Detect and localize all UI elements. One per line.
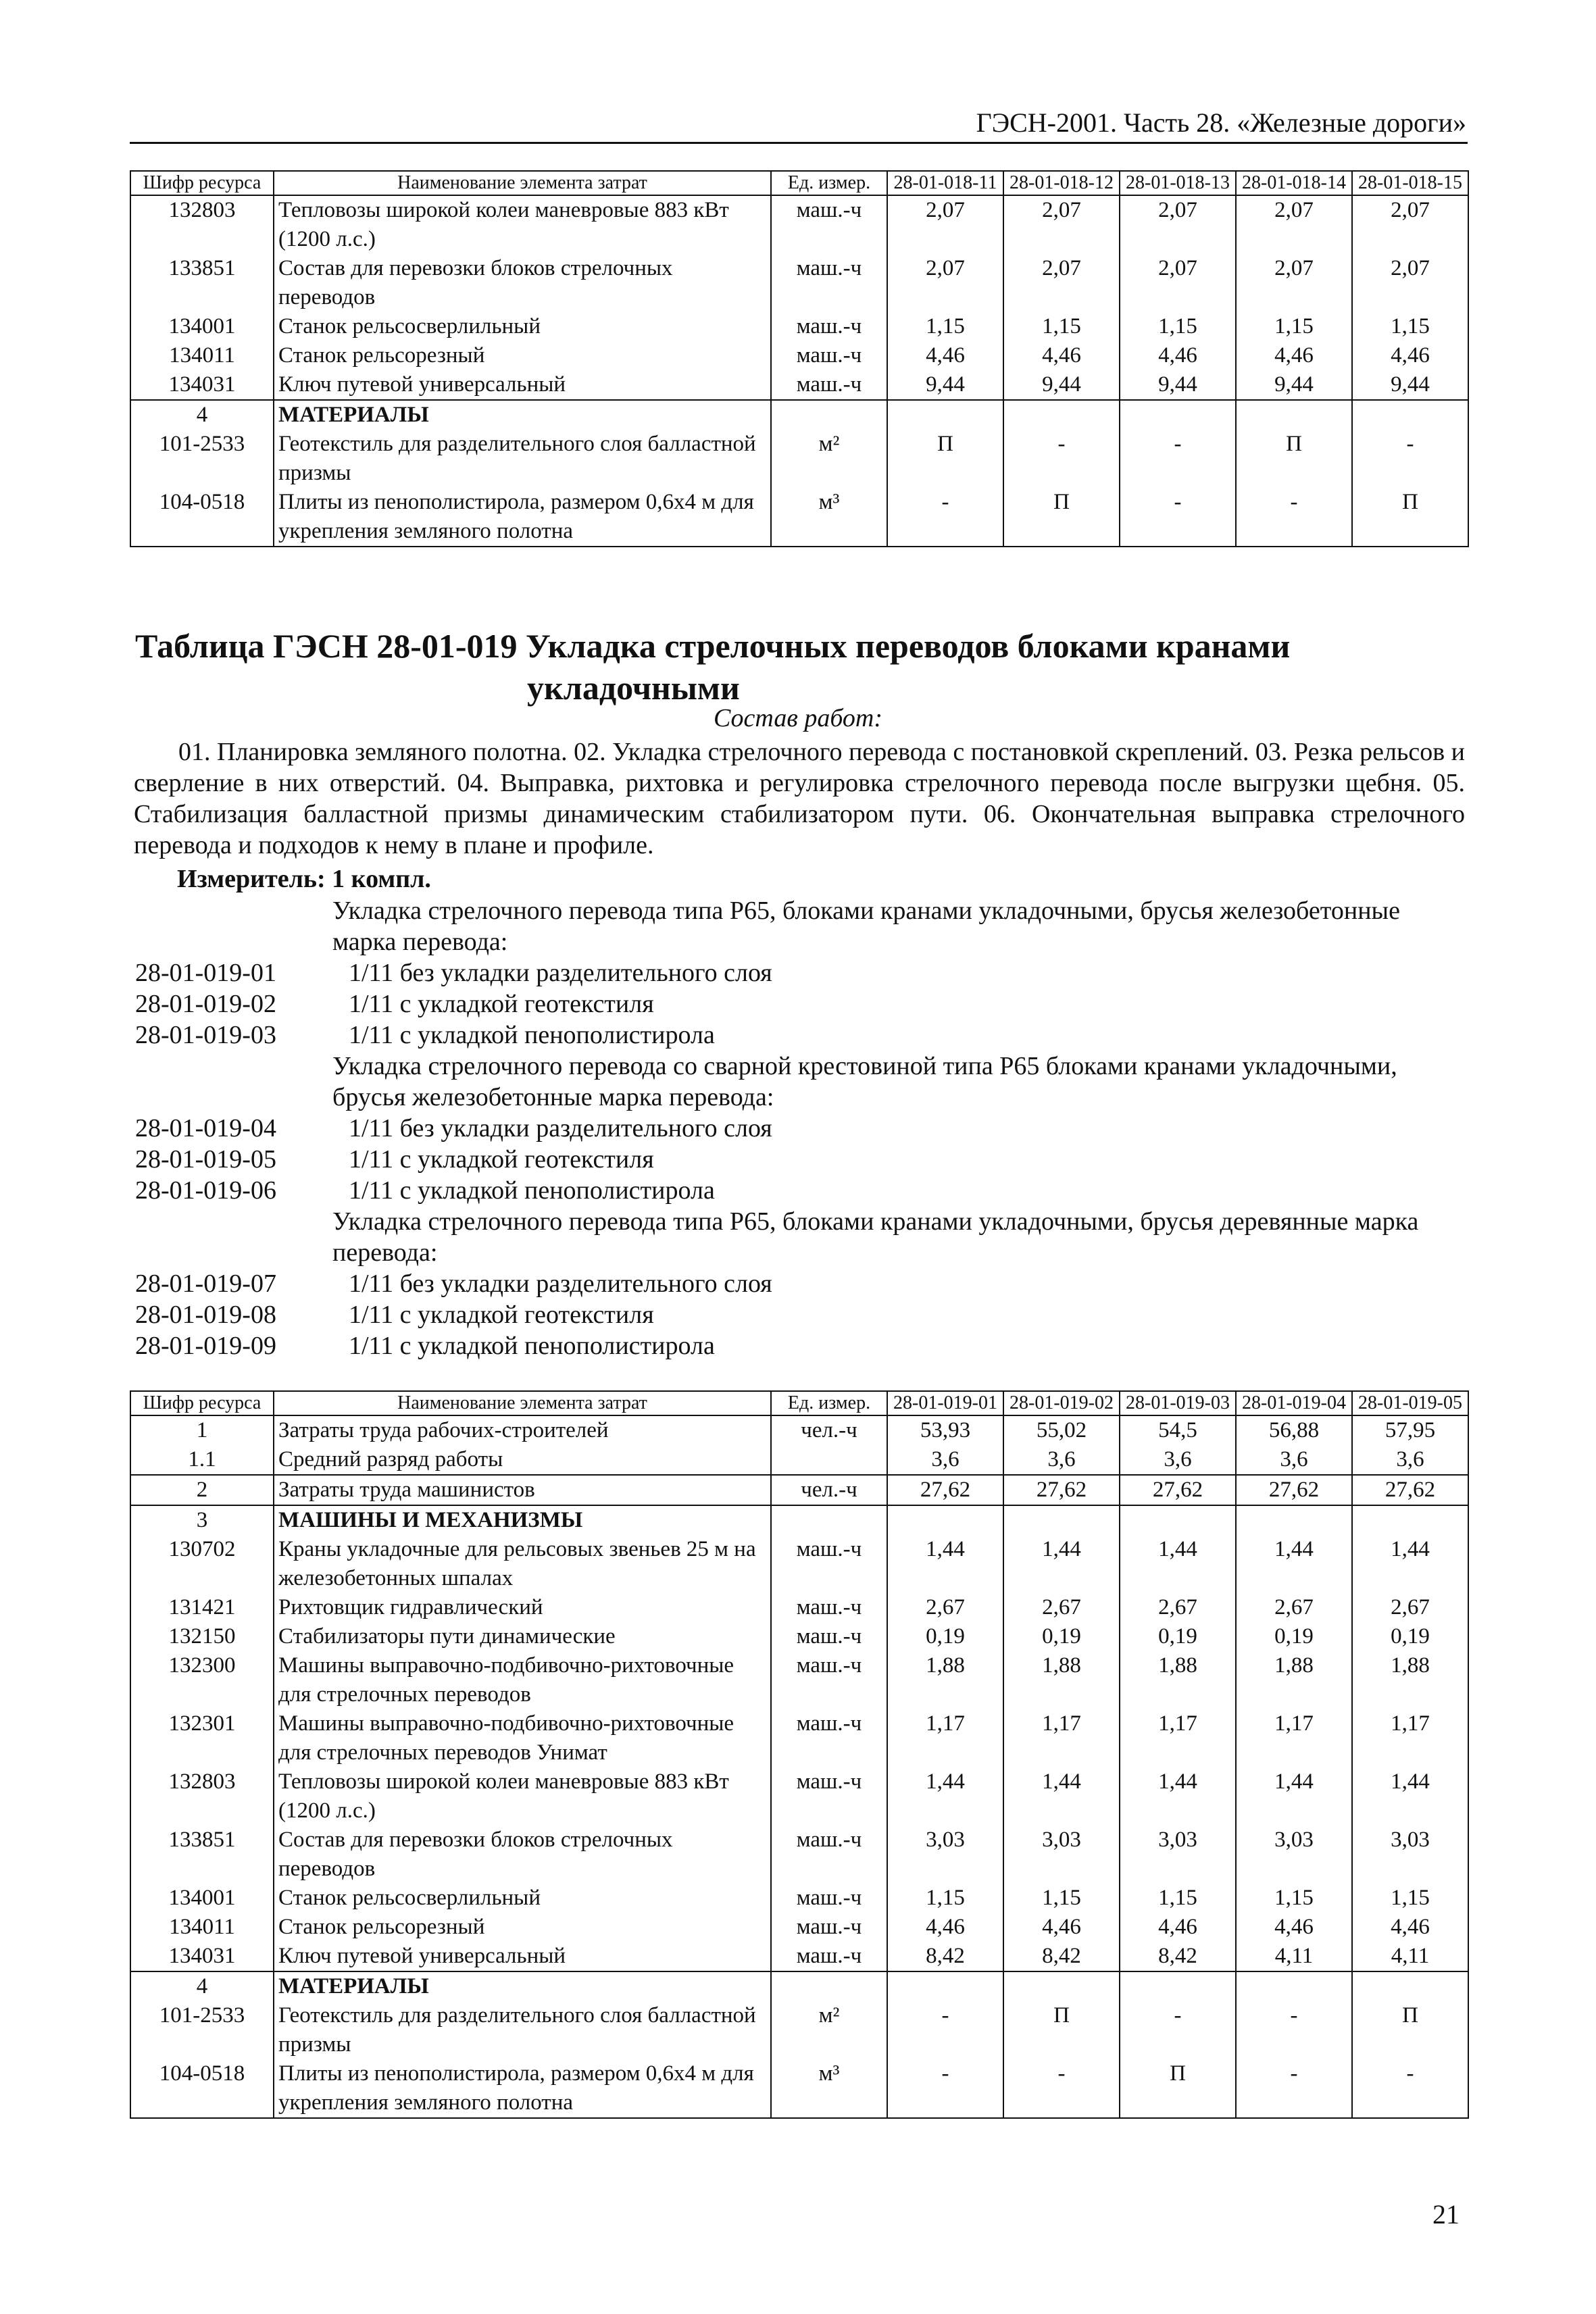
value-cell: - [887, 2001, 1003, 2059]
value-cell: 2,07 [887, 195, 1003, 254]
value-cell: 57,95 [1352, 1415, 1468, 1445]
resource-name: Геотекстиль для разделительного слоя балластной призмы [274, 2001, 771, 2059]
resource-code: 131421 [130, 1593, 274, 1622]
value-cell: 27,62 [887, 1475, 1003, 1505]
value-cell: 55,02 [1003, 1415, 1120, 1445]
table-row [130, 1942, 1468, 1971]
resource-code: 130702 [130, 1535, 274, 1593]
value-cell: 4,46 [1120, 1913, 1236, 1942]
unit-cell [771, 1505, 887, 1535]
variant-text: 1/11 без укладки разделительного слоя [349, 1269, 772, 1298]
variant-group-heading: Укладка стрелочного перевода типа Р65, блоками кранами укладочными, брусья железобетонные марка перевода: [332, 897, 1400, 956]
column-header-norm-code: 28-01-019-01 [887, 1391, 1003, 1415]
value-cell [1236, 1971, 1352, 2001]
unit-cell: маш.-ч [771, 1651, 887, 1709]
value-cell: 2,07 [1352, 254, 1468, 312]
variant-text: 1/11 с укладкой пенополистирола [349, 1332, 715, 1360]
resource-code: 134031 [130, 370, 274, 400]
resource-code: 134011 [130, 1913, 274, 1942]
value-cell: - [1003, 430, 1120, 488]
value-cell: 27,62 [1003, 1475, 1120, 1505]
unit-cell: маш.-ч [771, 1709, 887, 1767]
variant-code: 28-01-019-04 [135, 1114, 276, 1142]
table-row [130, 1475, 1468, 1505]
table-row [130, 430, 1468, 488]
table-body [130, 195, 1468, 547]
value-cell: 54,5 [1120, 1415, 1236, 1445]
unit-cell [771, 400, 887, 430]
column-header-unit: Ед. измер. [771, 1391, 887, 1415]
value-cell: 1,88 [1003, 1651, 1120, 1709]
value-cell: 0,19 [887, 1622, 1003, 1651]
column-header-norm-code: 28-01-019-05 [1352, 1391, 1468, 1415]
resource-name: Средний разряд работы [274, 1445, 771, 1475]
resource-name: Геотекстиль для разделительного слоя балластной призмы [274, 430, 771, 488]
table-row [130, 1415, 1468, 1445]
variant-code: 28-01-019-07 [135, 1269, 276, 1298]
value-cell: 1,15 [1003, 312, 1120, 341]
resource-name: Плиты из пенополистирола, размером 0,6х4 м для укрепления земляного полотна [274, 2059, 771, 2118]
value-cell: 1,44 [1120, 1535, 1236, 1593]
table-row [130, 1535, 1468, 1593]
value-cell: - [887, 2059, 1003, 2118]
value-cell: - [1120, 430, 1236, 488]
value-cell: 2,07 [1120, 195, 1236, 254]
value-cell: 1,44 [1352, 1767, 1468, 1826]
value-cell: 1,17 [1003, 1709, 1120, 1767]
table-row [130, 1826, 1468, 1884]
value-cell: 1,88 [1236, 1651, 1352, 1709]
table-row [130, 341, 1468, 370]
value-cell: 0,19 [1003, 1622, 1120, 1651]
resource-code: 3 [130, 1505, 274, 1535]
variant-item [135, 957, 1466, 988]
column-header-norm-code: 28-01-019-04 [1236, 1391, 1352, 1415]
variant-item [135, 1299, 1466, 1330]
column-header-code: Шифр ресурса [130, 171, 274, 195]
resource-name: Ключ путевой универсальный [274, 1942, 771, 1971]
value-cell: 1,44 [1352, 1535, 1468, 1593]
value-cell: 27,62 [1236, 1475, 1352, 1505]
work-composition-text: 01. Планировка земляного полотна. 02. Укладка стрелочного перевода с постановкой скреплений. 03. Резка рельсов и сверление в них отверстий. 04. Выправка, рихтовка и регулировка стрелочного перевода после выгрузки щебня. 05. Стабилизация балластной призмы динамическим стабилизатором пути. 06. Окончательная выправка стрелочного перевода и подходов к нему в плане и профиле. [134, 738, 1465, 859]
value-cell: 3,03 [1236, 1826, 1352, 1884]
value-cell: 1,17 [887, 1709, 1003, 1767]
unit-cell: м³ [771, 488, 887, 547]
value-cell: 2,67 [1003, 1593, 1120, 1622]
table-row [130, 1445, 1468, 1475]
table-row [130, 488, 1468, 547]
header-row [130, 1391, 1468, 1415]
value-cell [1352, 1505, 1468, 1535]
resource-table-018 [130, 170, 1469, 547]
column-header-name: Наименование элемента затрат [274, 171, 771, 195]
resource-code: 133851 [130, 254, 274, 312]
resource-name: Тепловозы широкой колеи маневровые 883 кВт (1200 л.с.) [274, 1767, 771, 1826]
value-cell: 3,03 [1352, 1826, 1468, 1884]
variant-code: 28-01-019-06 [135, 1176, 276, 1205]
value-cell: 1,17 [1236, 1709, 1352, 1767]
variant-item [135, 1175, 1466, 1206]
value-cell: 9,44 [1352, 370, 1468, 400]
value-cell: 3,6 [1236, 1445, 1352, 1475]
resource-code: 2 [130, 1475, 274, 1505]
table-row [130, 2001, 1468, 2059]
unit-cell: маш.-ч [771, 341, 887, 370]
value-cell: 9,44 [1236, 370, 1352, 400]
resource-name: Тепловозы широкой колеи маневровые 883 кВт (1200 л.с.) [274, 195, 771, 254]
column-header-norm-code: 28-01-018-12 [1003, 171, 1120, 195]
value-cell: 4,46 [1352, 1913, 1468, 1942]
table-body [130, 1415, 1468, 2118]
value-cell [1352, 1971, 1468, 2001]
value-cell: П [1236, 430, 1352, 488]
value-cell: 2,07 [1003, 254, 1120, 312]
table-row [130, 254, 1468, 312]
resource-code: 132803 [130, 195, 274, 254]
section-title: МАШИНЫ И МЕХАНИЗМЫ [274, 1505, 771, 1535]
value-cell: 4,46 [1003, 341, 1120, 370]
value-cell: 1,44 [887, 1535, 1003, 1593]
value-cell: П [1003, 488, 1120, 547]
unit-cell: м² [771, 2001, 887, 2059]
value-cell: 1,44 [1236, 1535, 1352, 1593]
table-header [130, 171, 1468, 195]
resource-code: 132300 [130, 1651, 274, 1709]
value-cell: 2,67 [1352, 1593, 1468, 1622]
header-row [130, 171, 1468, 195]
resource-code: 133851 [130, 1826, 274, 1884]
resource-code: 134031 [130, 1942, 274, 1971]
work-composition-heading: Состав работ: [713, 704, 883, 732]
resource-code: 4 [130, 1971, 274, 2001]
resource-code: 132301 [130, 1709, 274, 1767]
variant-code: 28-01-019-08 [135, 1301, 276, 1329]
value-cell: 1,44 [1236, 1767, 1352, 1826]
value-cell: 1,44 [1120, 1767, 1236, 1826]
value-cell: 4,46 [1003, 1913, 1120, 1942]
value-cell: 1,44 [1003, 1767, 1120, 1826]
table-title-line1: Таблица ГЭСН 28-01-019 Укладка стрелочных переводов блоками кранами [135, 627, 1291, 665]
table-row [130, 1913, 1468, 1942]
value-cell: 2,67 [1236, 1593, 1352, 1622]
resource-code: 104-0518 [130, 488, 274, 547]
unit-cell: маш.-ч [771, 370, 887, 400]
measure-unit: Измеритель: 1 компл. [177, 865, 431, 893]
variant-group-heading: Укладка стрелочного перевода со сварной крестовиной типа Р65 блоками кранами укладочными, брусья железобетонные марка перевода: [332, 1052, 1397, 1111]
resource-code: 4 [130, 400, 274, 430]
value-cell: 1,15 [1352, 1884, 1468, 1913]
table-title-line2: укладочными [527, 669, 740, 707]
value-cell: - [1352, 2059, 1468, 2118]
value-cell: - [1236, 488, 1352, 547]
column-header-norm-code: 28-01-019-03 [1120, 1391, 1236, 1415]
table-row [130, 2059, 1468, 2118]
unit-cell: маш.-ч [771, 1767, 887, 1826]
variant-text: 1/11 с укладкой пенополистирола [349, 1176, 715, 1205]
unit-cell: м² [771, 430, 887, 488]
page-number: 21 [1432, 2199, 1460, 2230]
table-row [130, 195, 1468, 254]
value-cell: 8,42 [887, 1942, 1003, 1971]
value-cell: 4,46 [887, 341, 1003, 370]
resource-name: Рихтовщик гидравлический [274, 1593, 771, 1622]
value-cell: - [1236, 2059, 1352, 2118]
value-cell: 1,17 [1120, 1709, 1236, 1767]
value-cell: - [1236, 2001, 1352, 2059]
value-cell: 3,6 [1352, 1445, 1468, 1475]
variant-text: 1/11 с укладкой пенополистирола [349, 1021, 715, 1049]
table-header [130, 1391, 1468, 1415]
value-cell: 1,88 [1120, 1651, 1236, 1709]
table-row [130, 1709, 1468, 1767]
value-cell: 2,07 [1003, 195, 1120, 254]
variant-text: 1/11 с укладкой геотекстиля [349, 1301, 654, 1329]
section-row [130, 400, 1468, 430]
resource-table-019 [130, 1390, 1469, 2119]
resource-name: Ключ путевой универсальный [274, 370, 771, 400]
value-cell [1120, 1505, 1236, 1535]
value-cell: П [1352, 488, 1468, 547]
value-cell: 1,44 [1003, 1535, 1120, 1593]
value-cell: 2,07 [1120, 254, 1236, 312]
table-row [130, 312, 1468, 341]
value-cell: 1,15 [1352, 312, 1468, 341]
value-cell [1003, 1971, 1120, 2001]
variant-code: 28-01-019-02 [135, 990, 276, 1018]
value-cell [1236, 400, 1352, 430]
value-cell: 3,6 [887, 1445, 1003, 1475]
unit-cell: маш.-ч [771, 1826, 887, 1884]
value-cell: 2,67 [1120, 1593, 1236, 1622]
value-cell: 3,03 [1120, 1826, 1236, 1884]
column-header-name: Наименование элемента затрат [274, 1391, 771, 1415]
value-cell [1236, 1505, 1352, 1535]
value-cell: 2,67 [887, 1593, 1003, 1622]
resource-name: Станок рельсорезный [274, 1913, 771, 1942]
unit-cell: маш.-ч [771, 312, 887, 341]
value-cell: П [1120, 2059, 1236, 2118]
value-cell: 27,62 [1120, 1475, 1236, 1505]
column-header-unit: Ед. измер. [771, 171, 887, 195]
unit-cell [771, 1445, 887, 1475]
value-cell [1003, 400, 1120, 430]
value-cell: 2,07 [1236, 254, 1352, 312]
table-row [130, 1651, 1468, 1709]
unit-cell: маш.-ч [771, 1593, 887, 1622]
value-cell: 2,07 [887, 254, 1003, 312]
resource-code: 101-2533 [130, 430, 274, 488]
value-cell: 1,15 [1236, 312, 1352, 341]
value-cell [887, 400, 1003, 430]
variant-item [135, 1144, 1466, 1175]
value-cell: 4,46 [887, 1913, 1003, 1942]
resource-name: Стабилизаторы пути динамические [274, 1622, 771, 1651]
column-header-code: Шифр ресурса [130, 1391, 274, 1415]
unit-cell: маш.-ч [771, 1622, 887, 1651]
value-cell: 4,11 [1352, 1942, 1468, 1971]
value-cell: 3,6 [1003, 1445, 1120, 1475]
value-cell: 53,93 [887, 1415, 1003, 1445]
unit-cell: маш.-ч [771, 195, 887, 254]
column-header-norm-code: 28-01-018-13 [1120, 171, 1236, 195]
variant-text: 1/11 с укладкой геотекстиля [349, 1145, 654, 1174]
value-cell: 0,19 [1236, 1622, 1352, 1651]
value-cell: 4,46 [1236, 1913, 1352, 1942]
table-row [130, 1593, 1468, 1622]
resource-name: Машины выправочно-подбивочно-рихтовочные для стрелочных переводов Унимат [274, 1709, 771, 1767]
resource-code: 1 [130, 1415, 274, 1445]
value-cell: 9,44 [1120, 370, 1236, 400]
resource-code: 104-0518 [130, 2059, 274, 2118]
resource-code: 134011 [130, 341, 274, 370]
unit-cell: чел.-ч [771, 1475, 887, 1505]
variant-text: 1/11 без укладки разделительного слоя [349, 1114, 772, 1142]
variants-list [135, 895, 1466, 1361]
variant-item [135, 1330, 1466, 1361]
value-cell: 4,11 [1236, 1942, 1352, 1971]
resource-code: 1.1 [130, 1445, 274, 1475]
value-cell: 1,15 [1003, 1884, 1120, 1913]
value-cell: 1,88 [1352, 1651, 1468, 1709]
value-cell: - [1120, 2001, 1236, 2059]
resource-name: Состав для перевозки блоков стрелочных переводов [274, 1826, 771, 1884]
section-title: МАТЕРИАЛЫ [274, 400, 771, 430]
variant-item [135, 1020, 1466, 1051]
unit-cell [771, 1971, 887, 2001]
value-cell [1120, 400, 1236, 430]
value-cell: - [1352, 430, 1468, 488]
variant-item [135, 1113, 1466, 1144]
value-cell: 1,17 [1352, 1709, 1468, 1767]
value-cell: 0,19 [1352, 1622, 1468, 1651]
variant-code: 28-01-019-01 [135, 959, 276, 987]
table-row [130, 1884, 1468, 1913]
value-cell: 1,15 [1120, 1884, 1236, 1913]
value-cell: П [1352, 2001, 1468, 2059]
unit-cell: маш.-ч [771, 1535, 887, 1593]
resource-name: Затраты труда машинистов [274, 1475, 771, 1505]
variant-item [135, 1268, 1466, 1299]
unit-cell: маш.-ч [771, 1884, 887, 1913]
value-cell: 1,15 [887, 1884, 1003, 1913]
value-cell: 1,88 [887, 1651, 1003, 1709]
table-row [130, 1622, 1468, 1651]
variant-text: 1/11 с укладкой геотекстиля [349, 990, 654, 1018]
value-cell: 0,19 [1120, 1622, 1236, 1651]
column-header-norm-code: 28-01-019-02 [1003, 1391, 1120, 1415]
value-cell: 3,03 [887, 1826, 1003, 1884]
variant-text: 1/11 без укладки разделительного слоя [349, 959, 772, 987]
resource-code: 134001 [130, 1884, 274, 1913]
variant-code: 28-01-019-05 [135, 1145, 276, 1174]
unit-cell: маш.-ч [771, 254, 887, 312]
value-cell: 2,07 [1352, 195, 1468, 254]
column-header-norm-code: 28-01-018-11 [887, 171, 1003, 195]
resource-name: Станок рельсосверлильный [274, 312, 771, 341]
variant-item [135, 988, 1466, 1020]
table-row [130, 370, 1468, 400]
section-title: МАТЕРИАЛЫ [274, 1971, 771, 2001]
value-cell [887, 1971, 1003, 2001]
column-header-norm-code: 28-01-018-14 [1236, 171, 1352, 195]
unit-cell: маш.-ч [771, 1913, 887, 1942]
value-cell: П [887, 430, 1003, 488]
resource-name: Плиты из пенополистирола, размером 0,6х4 м для укрепления земляного полотна [274, 488, 771, 547]
resource-code: 134001 [130, 312, 274, 341]
value-cell: - [1003, 2059, 1120, 2118]
value-cell [1352, 400, 1468, 430]
unit-cell: м³ [771, 2059, 887, 2118]
table-row [130, 1767, 1468, 1826]
value-cell: 9,44 [887, 370, 1003, 400]
value-cell [1120, 1971, 1236, 2001]
resource-name: Краны укладочные для рельсовых звеньев 25 м на железобетонных шпалах [274, 1535, 771, 1593]
resource-name: Машины выправочно-подбивочно-рихтовочные для стрелочных переводов [274, 1651, 771, 1709]
unit-cell: маш.-ч [771, 1942, 887, 1971]
section-row [130, 1505, 1468, 1535]
value-cell: 1,44 [887, 1767, 1003, 1826]
resource-name: Состав для перевозки блоков стрелочных переводов [274, 254, 771, 312]
value-cell: П [1003, 2001, 1120, 2059]
resource-code: 132803 [130, 1767, 274, 1826]
value-cell: - [1120, 488, 1236, 547]
resource-name: Станок рельсорезный [274, 341, 771, 370]
header-rule [130, 142, 1468, 144]
value-cell: 8,42 [1003, 1942, 1120, 1971]
value-cell: 1,15 [1120, 312, 1236, 341]
resource-code: 101-2533 [130, 2001, 274, 2059]
value-cell: 9,44 [1003, 370, 1120, 400]
table-title [135, 625, 1338, 709]
value-cell: 8,42 [1120, 1942, 1236, 1971]
section-row [130, 1971, 1468, 2001]
value-cell: 4,46 [1120, 341, 1236, 370]
value-cell: 56,88 [1236, 1415, 1352, 1445]
value-cell: 1,15 [887, 312, 1003, 341]
value-cell: 3,6 [1120, 1445, 1236, 1475]
value-cell [887, 1505, 1003, 1535]
value-cell: 27,62 [1352, 1475, 1468, 1505]
value-cell [1003, 1505, 1120, 1535]
resource-name: Затраты труда рабочих-строителей [274, 1415, 771, 1445]
resource-code: 132150 [130, 1622, 274, 1651]
value-cell: 4,46 [1352, 341, 1468, 370]
resource-name: Станок рельсосверлильный [274, 1884, 771, 1913]
variant-code: 28-01-019-09 [135, 1332, 276, 1360]
running-header: ГЭСН-2001. Часть 28. «Железные дороги» [976, 107, 1466, 138]
value-cell: 4,46 [1236, 341, 1352, 370]
variant-code: 28-01-019-03 [135, 1021, 276, 1049]
value-cell: 2,07 [1236, 195, 1352, 254]
variant-group-heading: Укладка стрелочного перевода типа Р65, блоками кранами укладочными, брусья деревянные марка перевода: [332, 1207, 1419, 1267]
value-cell: - [887, 488, 1003, 547]
unit-cell: чел.-ч [771, 1415, 887, 1445]
column-header-norm-code: 28-01-018-15 [1352, 171, 1468, 195]
value-cell: 3,03 [1003, 1826, 1120, 1884]
value-cell: 1,15 [1236, 1884, 1352, 1913]
